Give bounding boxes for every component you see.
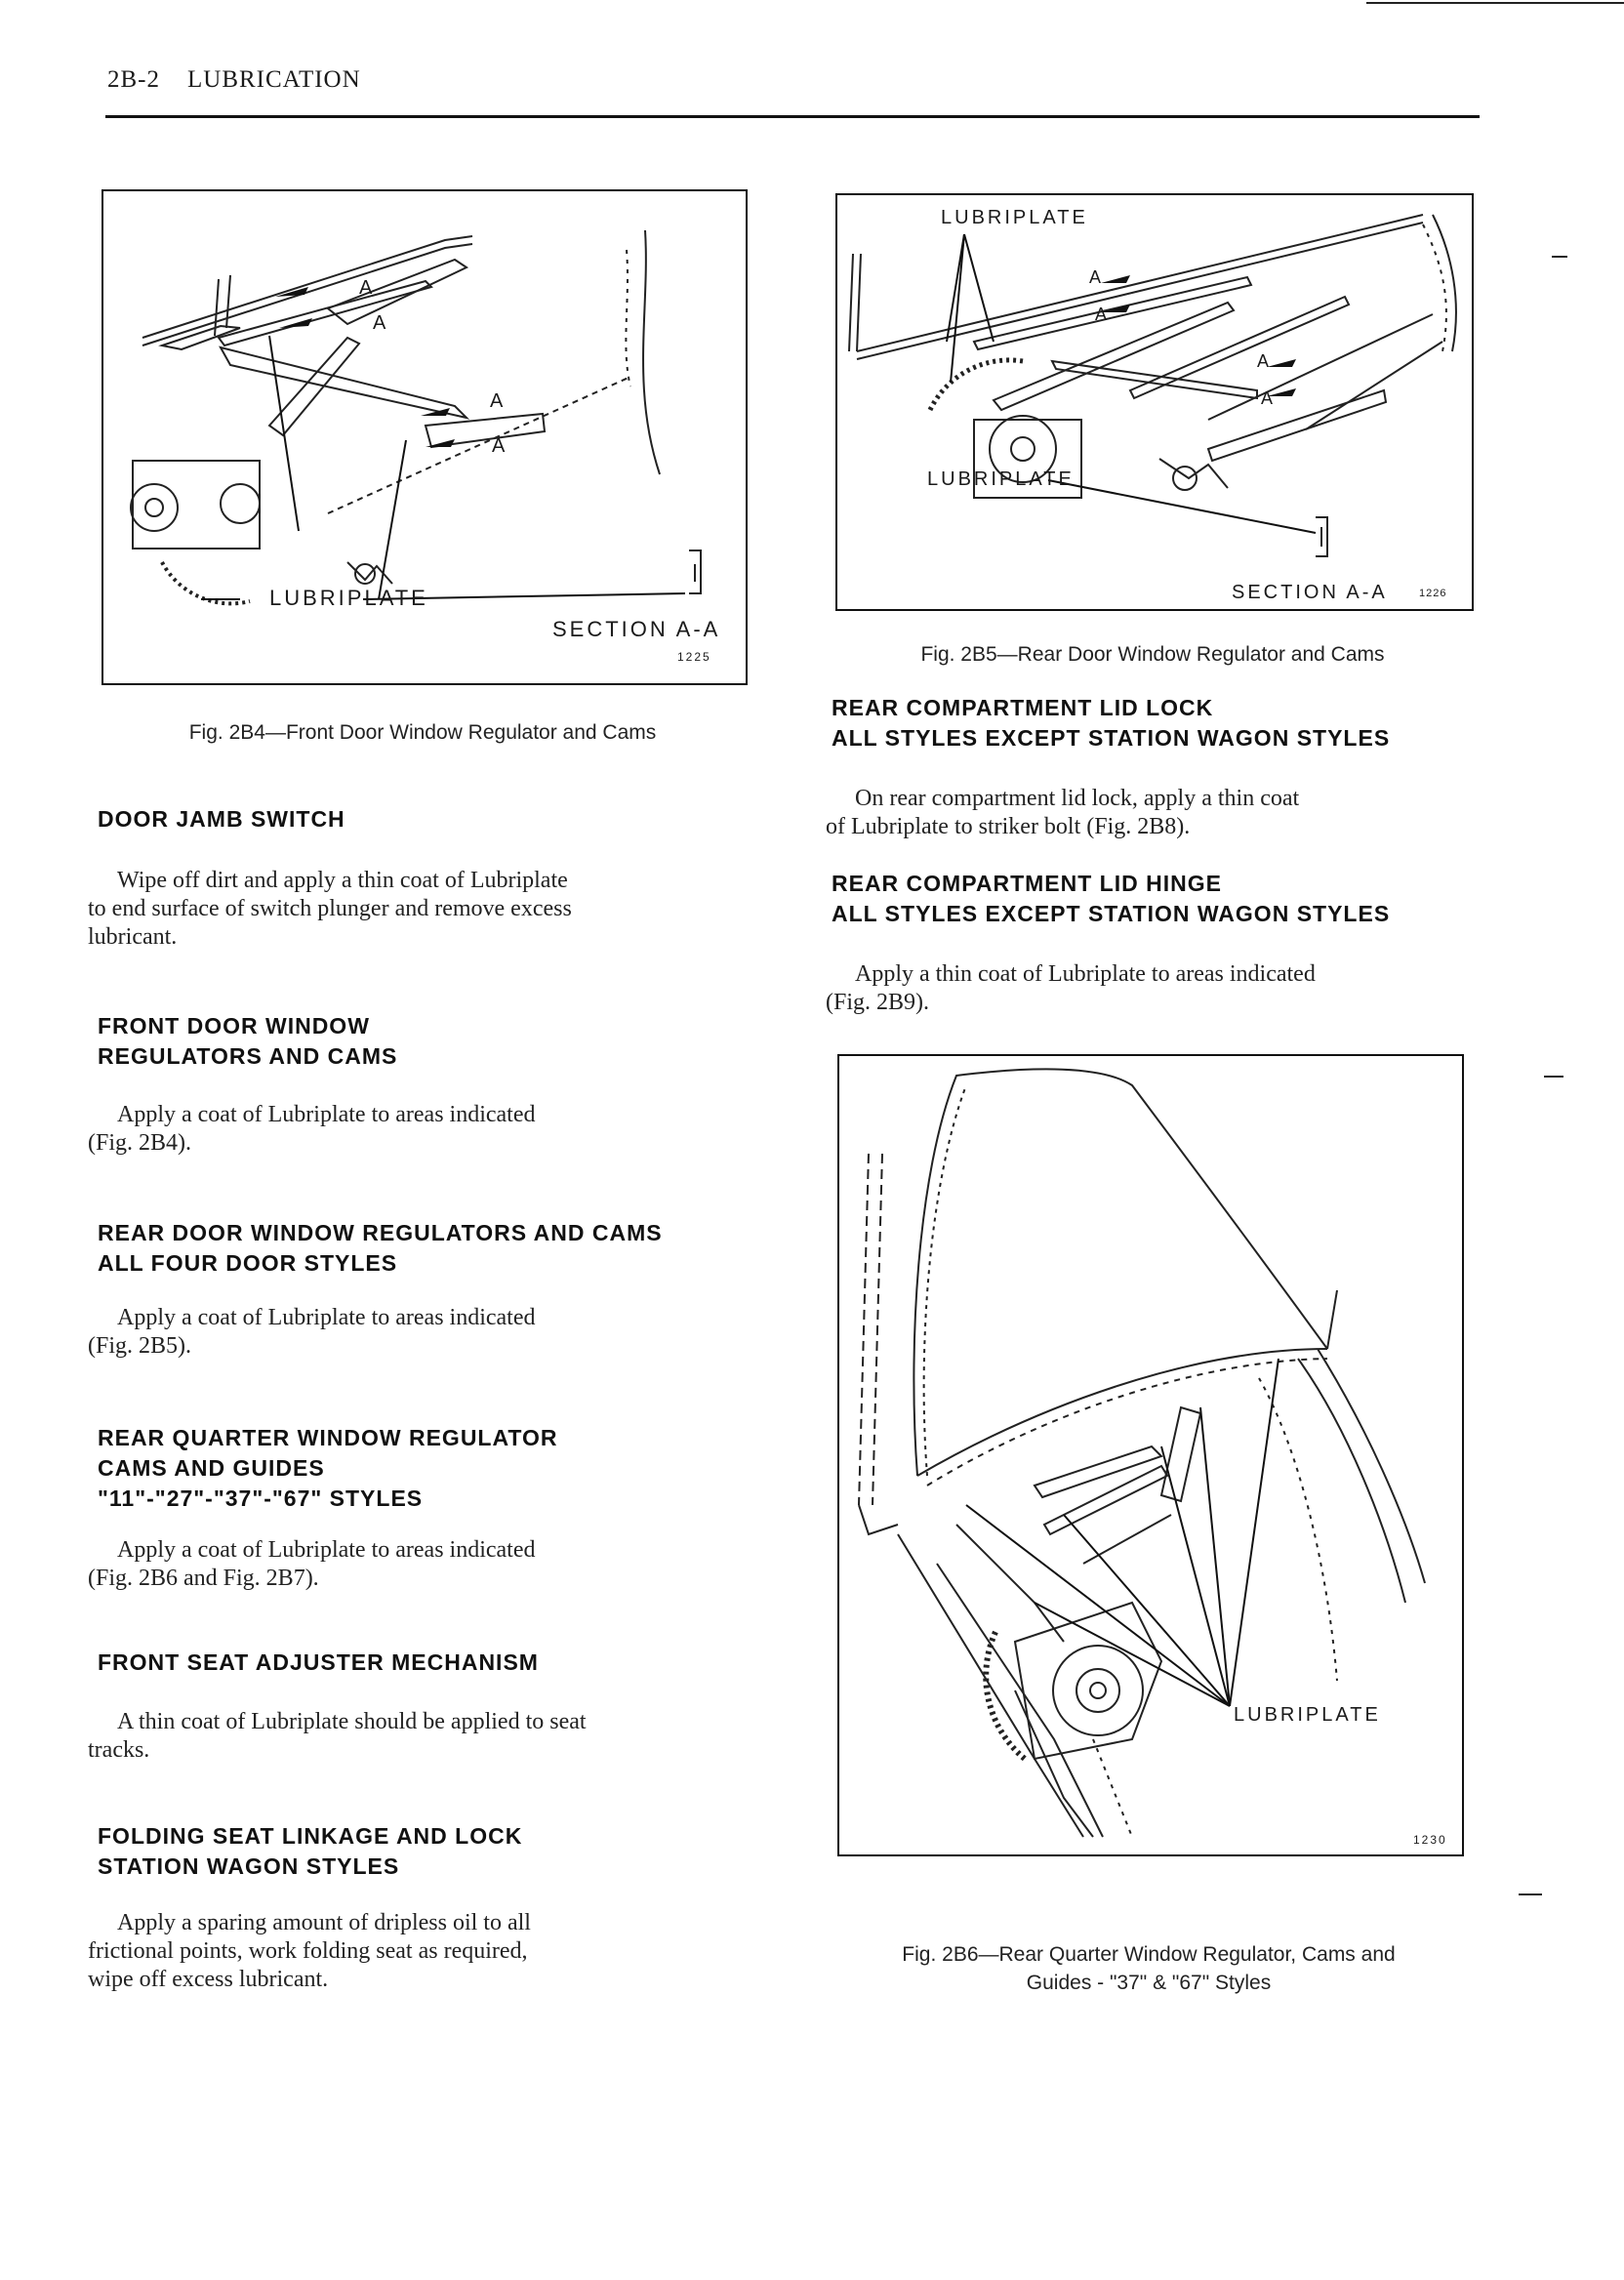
section-body-rear-door-window [88,1304,736,1361]
fig-2b4-a-label: A [359,277,373,299]
body-line [826,785,1470,813]
heading-line: REAR QUARTER WINDOW REGULATOR [98,1425,558,1450]
fig-2b5-section-label: SECTION A-A [1232,582,1388,603]
section-body-folding-seat [88,1909,736,1994]
section-heading-rear-quarter-window [98,1423,558,1514]
body-line: (Fig. 2B5). [88,1333,192,1359]
body-line: of Lubriplate to striker bolt (Fig. 2B8). [826,814,1191,839]
heading-line: CAMS AND GUIDES [98,1455,325,1481]
section-heading-door-jamb-switch [98,804,345,835]
rear-door-regulator-drawing [837,195,1472,609]
body-line: tracks. [88,1737,150,1763]
fig-2b6-lubriplate-label: LUBRIPLATE [1234,1704,1381,1726]
body-line: to end surface of switch plunger and remove excess [88,896,572,921]
section-title: LUBRICATION [187,66,361,93]
heading-line: FRONT DOOR WINDOW [98,1013,370,1038]
section-heading-rear-lid-lock [832,693,1390,753]
body-line-text: Apply a thin coat of Lubriplate to areas indicated [855,961,1316,987]
header-rule [105,115,1480,118]
page-top-edge-rule [1366,2,1624,4]
fig-2b5-a-label: A [1089,267,1102,287]
heading-line: REGULATORS AND CAMS [98,1043,398,1069]
body-line: lubricant. [88,924,178,950]
page-number: 2B-2 [107,66,160,93]
heading-line: ALL FOUR DOOR STYLES [98,1250,398,1276]
body-line-text: Apply a coat of Lubriplate to areas indicated [117,1537,536,1563]
body-line [88,1536,736,1565]
fig-2b4-a-label: A [492,435,506,457]
fig-2b4-a-label: A [373,312,386,334]
section-body-rear-quarter-window [88,1536,736,1593]
heading-line: STATION WAGON STYLES [98,1853,400,1879]
heading-line: REAR COMPARTMENT LID HINGE [832,871,1222,896]
body-line: wipe off excess lubricant. [88,1967,329,1992]
body-line-text: Apply a coat of Lubriplate to areas indicated [117,1305,536,1330]
fig-2b4-caption: Fig. 2B4—Front Door Window Regulator and Cams [188,721,657,744]
fig-2b5-a-label: A [1257,351,1270,371]
body-line [88,867,736,895]
heading-line: "11"-"27"-"37"-"67" STYLES [98,1486,424,1511]
fig-2b4-a-label: A [490,390,504,412]
section-heading-rear-lid-hinge [832,869,1390,929]
section-heading-front-seat-adjuster [98,1648,539,1678]
heading-line: FOLDING SEAT LINKAGE AND LOCK [98,1823,523,1849]
fig-2b6-caption-line: Guides - "37" & "67" Styles [1026,1972,1272,1994]
section-heading-rear-door-window [98,1218,663,1279]
body-line [826,960,1470,989]
body-line: (Fig. 2B4). [88,1130,192,1156]
section-body-rear-lid-hinge [826,960,1470,1017]
body-line: frictional points, work folding seat as required, [88,1938,528,1964]
fig-2b5-number: 1226 [1419,588,1447,599]
body-line-text: Apply a sparing amount of dripless oil to all [117,1910,531,1935]
fig-2b5-lubriplate-label: LUBRIPLATE [941,207,1088,228]
margin-mark [1552,256,1567,258]
body-line [88,1304,736,1332]
heading-line: REAR COMPARTMENT LID LOCK [832,695,1214,720]
heading-line: ALL STYLES EXCEPT STATION WAGON STYLES [832,725,1391,751]
body-line-text: Apply a coat of Lubriplate to areas indicated [117,1102,536,1127]
section-heading-folding-seat [98,1821,522,1882]
heading-line: FRONT SEAT ADJUSTER MECHANISM [98,1649,539,1675]
section-body-front-door-window [88,1101,736,1158]
figure-2b4-front-door-regulator [102,189,748,685]
fig-2b5-lubriplate-label: LUBRIPLATE [927,468,1075,490]
fig-2b4-number: 1225 [677,650,711,664]
fig-2b5-a-label: A [1261,388,1274,408]
heading-line: ALL STYLES EXCEPT STATION WAGON STYLES [832,901,1391,926]
fig-2b5-a-label: A [1095,305,1108,324]
section-heading-front-door-window [98,1011,397,1072]
body-line-text: Wipe off dirt and apply a thin coat of Lubriplate [117,868,568,893]
fig-2b5-caption: Fig. 2B5—Rear Door Window Regulator and Cams [920,643,1385,666]
fig-2b6-number: 1230 [1413,1833,1447,1847]
fig-2b6-caption [837,1940,1460,1997]
figure-2b6-rear-quarter-regulator [837,1054,1464,1856]
fig-2b4-section-label: SECTION A-A [552,617,721,641]
body-line: (Fig. 2B6 and Fig. 2B7). [88,1566,319,1591]
heading-line: REAR DOOR WINDOW REGULATORS AND CAMS [98,1220,663,1245]
margin-mark [1544,1076,1563,1078]
fig-2b6-caption-line: Fig. 2B6—Rear Quarter Window Regulator, Cams and [902,1943,1396,1966]
section-body-rear-lid-lock [826,785,1470,841]
body-line-text: On rear compartment lid lock, apply a thin coat [855,786,1300,811]
margin-mark [1519,1893,1542,1895]
section-body-door-jamb-switch [88,867,736,952]
body-line [88,1101,736,1129]
body-line-text: A thin coat of Lubriplate should be applied to seat [117,1709,587,1734]
running-header [107,66,361,94]
body-line [88,1909,736,1937]
section-body-front-seat-adjuster [88,1708,736,1765]
heading-line: DOOR JAMB SWITCH [98,806,345,832]
body-line [88,1708,736,1736]
fig-2b4-lubriplate-label: LUBRIPLATE [269,586,428,610]
figure-2b5-rear-door-regulator [835,193,1474,611]
body-line: (Fig. 2B9). [826,990,930,1015]
rear-quarter-regulator-drawing [839,1056,1462,1854]
